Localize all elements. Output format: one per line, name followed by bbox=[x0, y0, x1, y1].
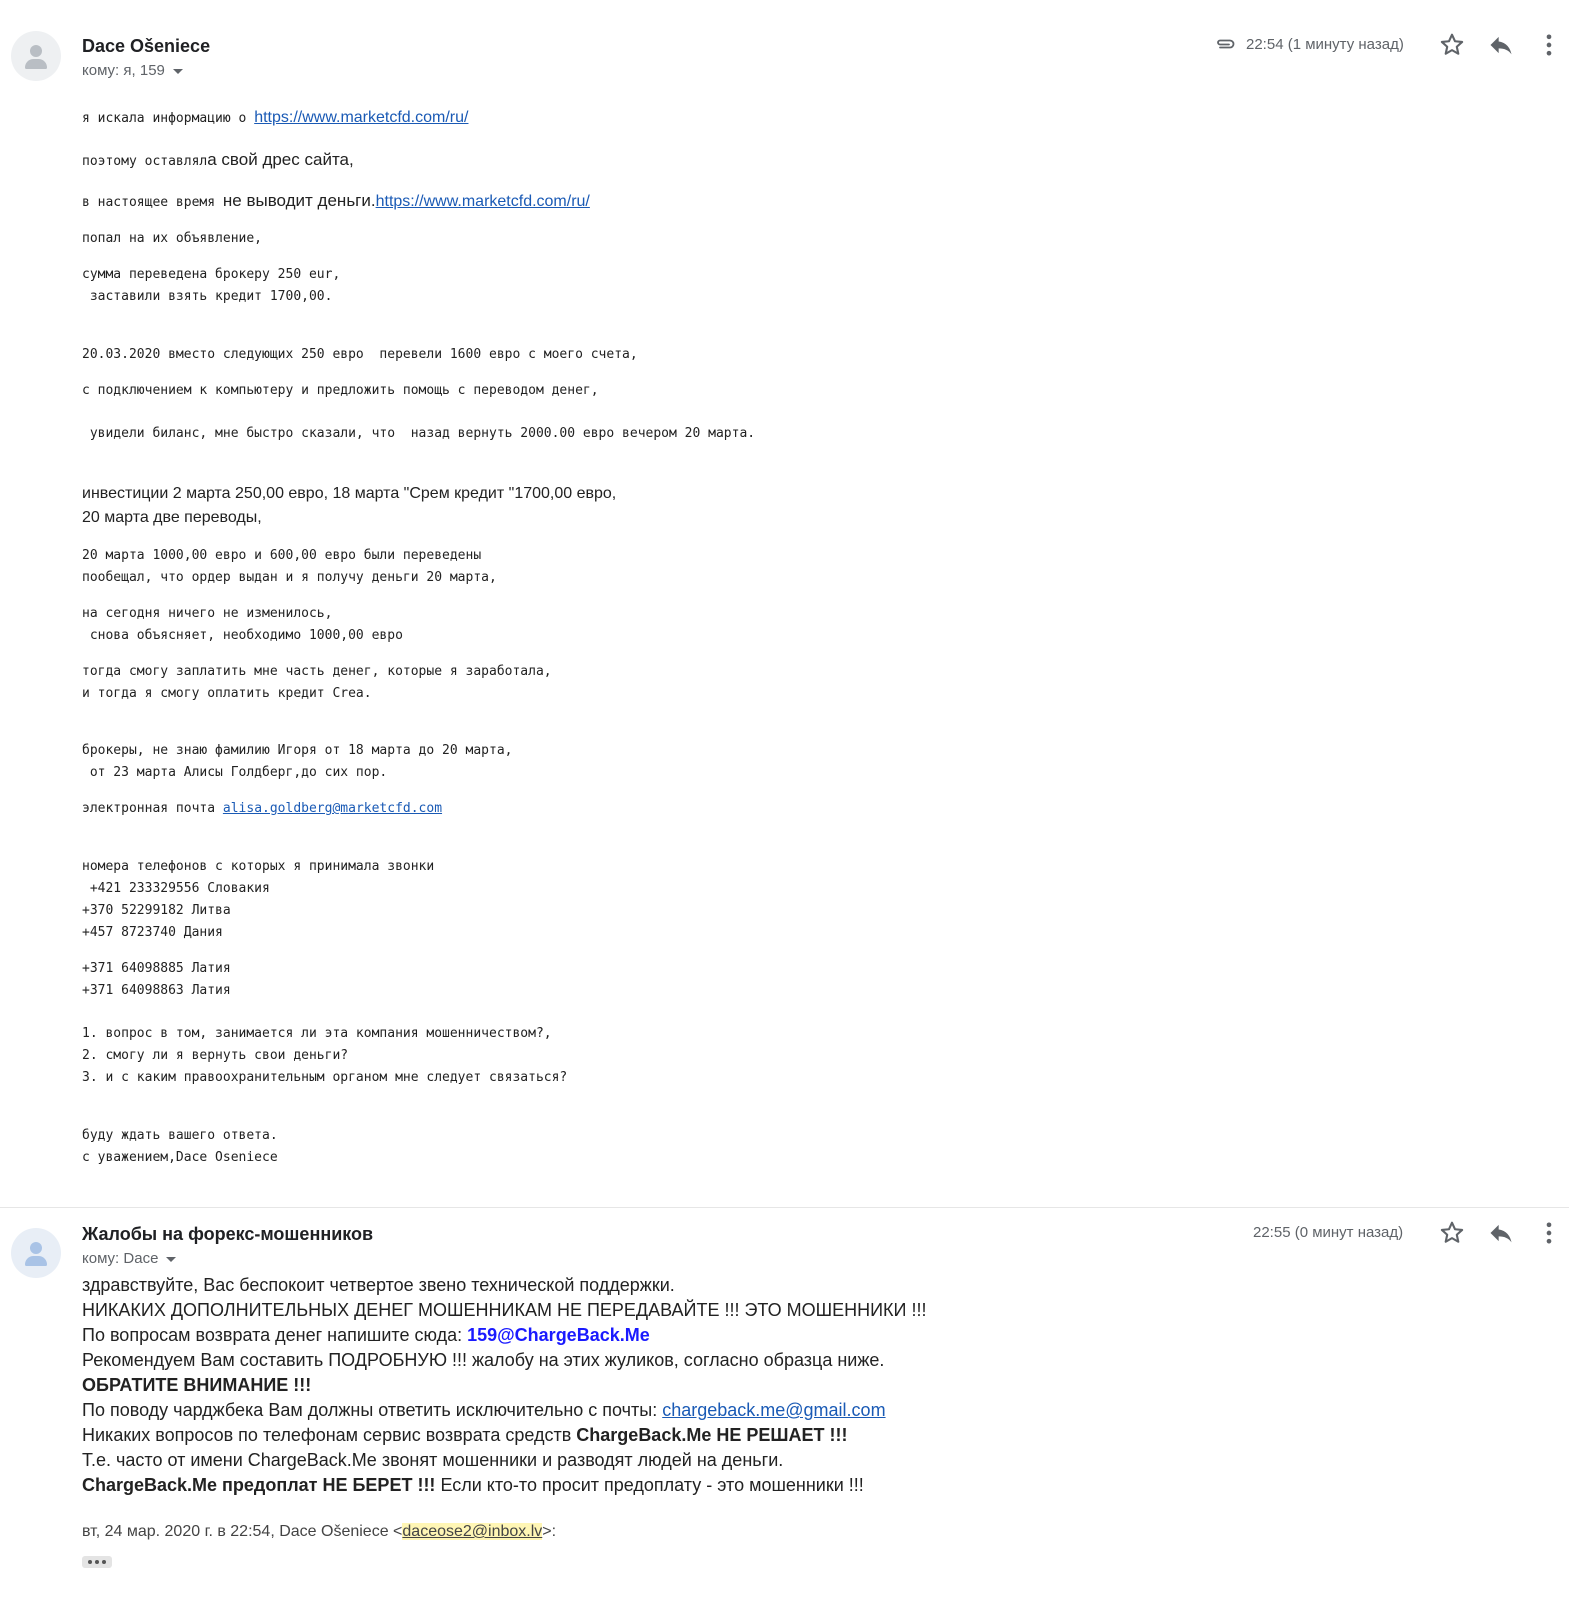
chargeback-email[interactable]: 159@ChargeBack.Me bbox=[467, 1325, 650, 1345]
chevron-down-icon[interactable] bbox=[166, 1257, 176, 1262]
sender-name[interactable]: Dace Ošeniece bbox=[82, 36, 211, 56]
sender-name[interactable]: Жалобы на форекс-мошенников bbox=[82, 1224, 374, 1244]
star-icon[interactable] bbox=[1438, 1219, 1466, 1247]
quoted-sender-email[interactable]: daceose2@inbox.lv bbox=[402, 1523, 543, 1540]
body-line: здравствуйте, Вас беспокоит четвертое звено технической поддержки. bbox=[82, 1275, 675, 1295]
body-line: я искала информацию о https://www.marketcfd.com/ru/ bbox=[82, 109, 469, 126]
chargeback-gmail-link[interactable]: chargeback.me@gmail.com bbox=[662, 1400, 886, 1420]
recipient-dropdown[interactable] bbox=[82, 1250, 176, 1267]
marketcfd-link[interactable]: https://www.marketcfd.com/ru/ bbox=[254, 109, 469, 126]
body-line: заставили взять кредит 1700,00. bbox=[82, 289, 333, 304]
body-line: 3. и с каким правоохранительным органом мне следует связаться? bbox=[82, 1070, 568, 1085]
message-timestamp: 22:55 (0 минут назад) bbox=[1253, 1224, 1404, 1241]
body-line: +457 8723740 Дания bbox=[82, 925, 223, 940]
email-message-2 bbox=[0, 1208, 1569, 1599]
recipient-dropdown[interactable] bbox=[82, 62, 183, 79]
message-timestamp: 22:54 (1 минуту назад) bbox=[1246, 36, 1404, 53]
body-line: брокеры, не знаю фамилию Игоря от 18 марта до 20 марта, bbox=[82, 743, 513, 758]
body-line: 20 марта 1000,00 евро и 600,00 евро были переведены bbox=[82, 548, 482, 563]
body-line: пообещал, что ордер выдан и я получу деньги 20 марта, bbox=[82, 570, 497, 585]
attachment-icon bbox=[1214, 38, 1236, 50]
body-line: +371 64098885 Латия bbox=[82, 961, 231, 976]
body-line: увидели биланс, мне быстро сказали, что назад вернуть 2000.00 евро вечером 20 марта. bbox=[82, 426, 756, 441]
body-line: ChargeBack.Me предоплат НЕ БЕРЕТ !!! Если кто-то просит предоплату - это мошенники !!! bbox=[82, 1475, 864, 1495]
recipient-label: кому: Dace bbox=[82, 1250, 159, 1267]
body-line: тогда смогу заплатить мне часть денег, которые я заработала, bbox=[82, 664, 552, 679]
body-line: на сегодня ничего не изменилось, bbox=[82, 606, 333, 621]
body-line: Никаких вопросов по телефонам сервис возврата средств ChargeBack.Me НЕ РЕШАЕТ !!! bbox=[82, 1425, 848, 1445]
body-line: от 23 марта Алисы Голдберг,до сих пор. bbox=[82, 765, 388, 780]
body-line: ОБРАТИТЕ ВНИМАНИЕ !!! bbox=[82, 1375, 312, 1395]
body-line: 20 марта две переводы, bbox=[82, 509, 262, 526]
marketcfd-link-2[interactable]: https://www.marketcfd.com/ru/ bbox=[375, 193, 590, 210]
body-line: 20.03.2020 вместо следующих 250 евро перевели 1600 евро с моего счета, bbox=[82, 347, 638, 362]
body-line: +370 52299182 Литва bbox=[82, 903, 231, 918]
reply-icon[interactable] bbox=[1487, 1219, 1515, 1247]
body-line: в настоящее время не выводит деньги.https://www.marketcfd.com/ru/ bbox=[82, 191, 590, 210]
body-line: номера телефонов с которых я принимала звонки bbox=[82, 859, 435, 874]
body-line: электронная почта alisa.goldberg@marketcfd.com bbox=[82, 801, 443, 816]
body-line: 2. смогу ли я вернуть свои деньги? bbox=[82, 1048, 349, 1063]
body-line: По вопросам возврата денег напишите сюда: 159@ChargeBack.Me bbox=[82, 1325, 650, 1345]
body-line: с уважением,Dace Oseniece bbox=[82, 1150, 278, 1165]
reply-icon[interactable] bbox=[1487, 31, 1515, 59]
recipient-label: кому: я, 159 bbox=[82, 62, 165, 79]
sender-avatar-icon[interactable] bbox=[11, 1228, 61, 1278]
body-line: снова объясняет, необходимо 1000,00 евро bbox=[82, 628, 403, 643]
email-link-alisa[interactable]: alisa.goldberg@marketcfd.com bbox=[222, 801, 443, 816]
body-line: 1. вопрос в том, занимается ли эта компания мошенничеством?, bbox=[82, 1026, 552, 1041]
body-line: Т.е. часто от имени ChargeBack.Me звонят мошенники и разводят людей на деньги. bbox=[82, 1450, 784, 1470]
body-line: буду ждать вашего ответа. bbox=[82, 1128, 278, 1143]
body-line: инвестиции 2 марта 250,00 евро, 18 марта "Срем кредит "1700,00 евро, bbox=[82, 485, 617, 502]
body-line: с подключением к компьютеру и предложить помощь с переводом денег, bbox=[82, 383, 599, 398]
body-line: поэтому оставляла свой дрес сайта, bbox=[82, 150, 354, 169]
body-line: По поводу чарджбека Вам должны ответить исключительно с почты: chargeback.me@gmail.com bbox=[82, 1400, 886, 1420]
more-vert-icon[interactable] bbox=[1535, 31, 1563, 59]
expand-dots-icon[interactable] bbox=[82, 1556, 112, 1568]
body-line: +421 233329556 Словакия bbox=[82, 881, 270, 896]
body-line: и тогда я смогу оплатить кредит Crea. bbox=[82, 686, 372, 701]
body-line: сумма переведена брокеру 250 eur, bbox=[82, 267, 341, 282]
sender-avatar-icon[interactable] bbox=[11, 31, 61, 81]
more-vert-icon[interactable] bbox=[1535, 1219, 1563, 1247]
star-icon[interactable] bbox=[1438, 31, 1466, 59]
chevron-down-icon[interactable] bbox=[173, 69, 183, 74]
quoted-header: вт, 24 мар. 2020 г. в 22:54, Dace Ošeniece <daceose2@inbox.lv>: bbox=[82, 1523, 557, 1540]
body-line: НИКАКИХ ДОПОЛНИТЕЛЬНЫХ ДЕНЕГ МОШЕННИКАМ НЕ ПЕРЕДАВАЙТЕ !!! ЭТО МОШЕННИКИ !!! bbox=[82, 1300, 927, 1320]
body-line: попал на их объявление, bbox=[82, 231, 263, 246]
body-line: +371 64098863 Латия bbox=[82, 983, 231, 998]
body-line: Рекомендуем Вам составить ПОДРОБНУЮ !!! жалобу на этих жуликов, согласно образца ниже. bbox=[82, 1350, 885, 1370]
